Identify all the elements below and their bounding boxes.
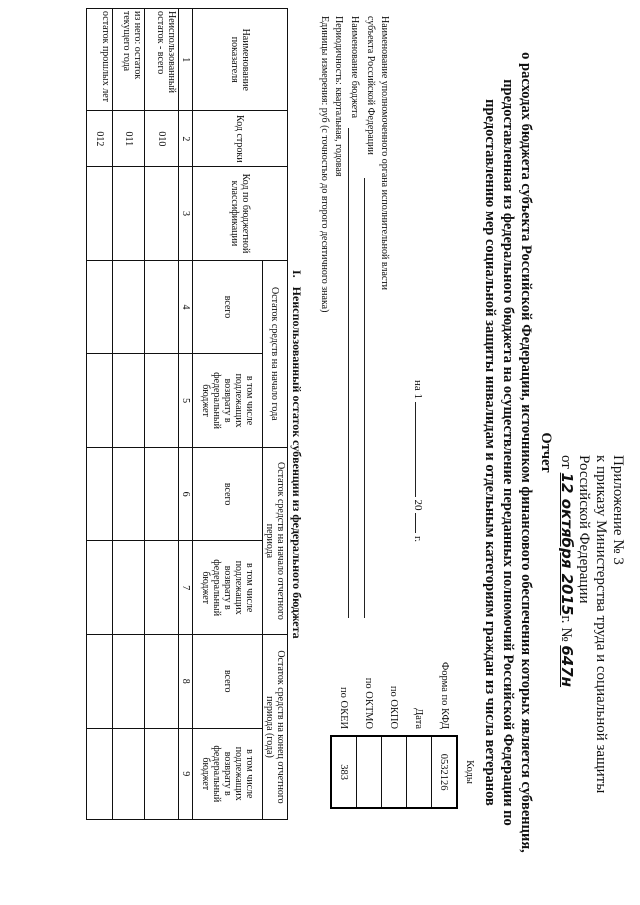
col-number: 5	[179, 354, 193, 448]
appendix-handwritten-date: 12 октября 2015	[558, 472, 576, 616]
header-total: всего	[193, 634, 263, 728]
budget-name-label: Наименование бюджета	[349, 16, 360, 119]
units-label: Единицы измерения: руб (с точностью до второго десятичного знака)	[319, 16, 330, 313]
codes-header: Коды	[464, 760, 476, 784]
col-number: 8	[179, 634, 193, 728]
header-to-return: в том числе подлежащих возврату в федеральный бюджет	[193, 354, 263, 448]
row-name: Неиспользованный остаток - всего	[145, 9, 179, 111]
codes-table	[330, 660, 482, 809]
code-value-oktmo	[357, 736, 382, 808]
report-date-suffix: г.	[412, 536, 424, 543]
code-label-okpo: по ОКПО	[388, 685, 400, 730]
code-value-date	[407, 736, 432, 808]
header-balance-period-end: Остаток средств на конец отчетного периода (года)	[263, 634, 288, 819]
appendix-line1: Приложение № 3	[610, 455, 626, 565]
code-label-date: Дата	[413, 708, 425, 730]
appendix-year-suffix: г.	[558, 615, 574, 624]
report-title: Отчет	[538, 432, 554, 473]
org-name-underline	[364, 178, 365, 618]
col-number: 7	[179, 541, 193, 635]
budget-name-underline	[348, 128, 349, 618]
appendix-number-prefix: №	[558, 627, 574, 642]
table-row	[113, 9, 145, 820]
report-date-year: 20	[412, 499, 424, 511]
section-heading	[289, 270, 304, 639]
header-balance-period-start: Остаток средств на начало отчетного периода	[263, 447, 288, 634]
table-row	[87, 9, 113, 820]
report-date-line	[412, 380, 424, 542]
appendix-line3: Российской Федерации	[576, 455, 592, 604]
appendix-from-prefix: от	[558, 455, 574, 469]
report-date-prefix: на 1	[412, 380, 424, 400]
report-title-line3: предоставленная из федерального бюджета на осуществление переданных полномочий Российской Федерации по	[500, 79, 516, 826]
appendix-block	[557, 455, 626, 793]
periodicity-label: Периодичность: квартальная, годовая	[333, 16, 344, 177]
col-number: 9	[179, 728, 193, 819]
header-balance-year-start: Остаток средств на начало года	[263, 260, 288, 447]
code-value-okpo	[382, 736, 407, 808]
header-to-return: в том числе подлежащих возврату в федеральный бюджет	[193, 541, 263, 635]
section-number: I.	[290, 270, 304, 278]
code-value-okei: 383	[331, 736, 357, 808]
code-label-kfd: Форма по КФД	[438, 662, 450, 730]
col-number: 1	[179, 9, 193, 111]
col-number: 6	[179, 447, 193, 541]
code-label-okei: по ОКЕИ	[338, 687, 350, 730]
col-number: 3	[179, 167, 193, 261]
code-value-kfd: 0532126	[432, 736, 458, 808]
row-name: из него: остаток текущего года	[113, 9, 145, 111]
org-name-label: Наименование уполномоченного органа исполнительной власти	[379, 16, 390, 291]
code-label-oktmo: по ОКТМО	[363, 677, 375, 730]
org-name-label-2: субъекта Российской Федерации	[365, 16, 376, 155]
col-number: 4	[179, 260, 193, 354]
row-code: 010	[145, 111, 179, 167]
row-name: остаток прошлых лет	[87, 9, 113, 111]
appendix-handwritten-number: 647н	[558, 645, 576, 688]
header-total: всего	[193, 260, 263, 354]
col-number: 2	[179, 111, 193, 167]
row-code: 011	[113, 111, 145, 167]
subvention-table	[86, 8, 288, 820]
appendix-date-line	[557, 455, 575, 793]
header-budget-classification: Код по бюджетной классификации	[193, 167, 288, 261]
report-title-line4: предоставлению мер социальной защиты инвалидам и отдельным категориям граждан из числа ветеранов	[482, 99, 498, 806]
appendix-line2: к приказу Министерства труда и социальной защиты	[593, 455, 609, 794]
section-title: Неиспользованный остаток субвенции из федерального бюджета	[290, 286, 304, 639]
header-total: всего	[193, 447, 263, 541]
table-row	[145, 9, 179, 820]
header-indicator-name: Наименование показателя	[193, 9, 288, 111]
row-code: 012	[87, 111, 113, 167]
header-row-code: Код строки	[193, 111, 288, 167]
report-title-line2: о расходах бюджета субъекта Российской Федерации, источником финансового обеспечения которых является субвенция,	[518, 52, 534, 853]
header-to-return: в том числе подлежащих возврату в федеральный бюджет	[193, 728, 263, 819]
